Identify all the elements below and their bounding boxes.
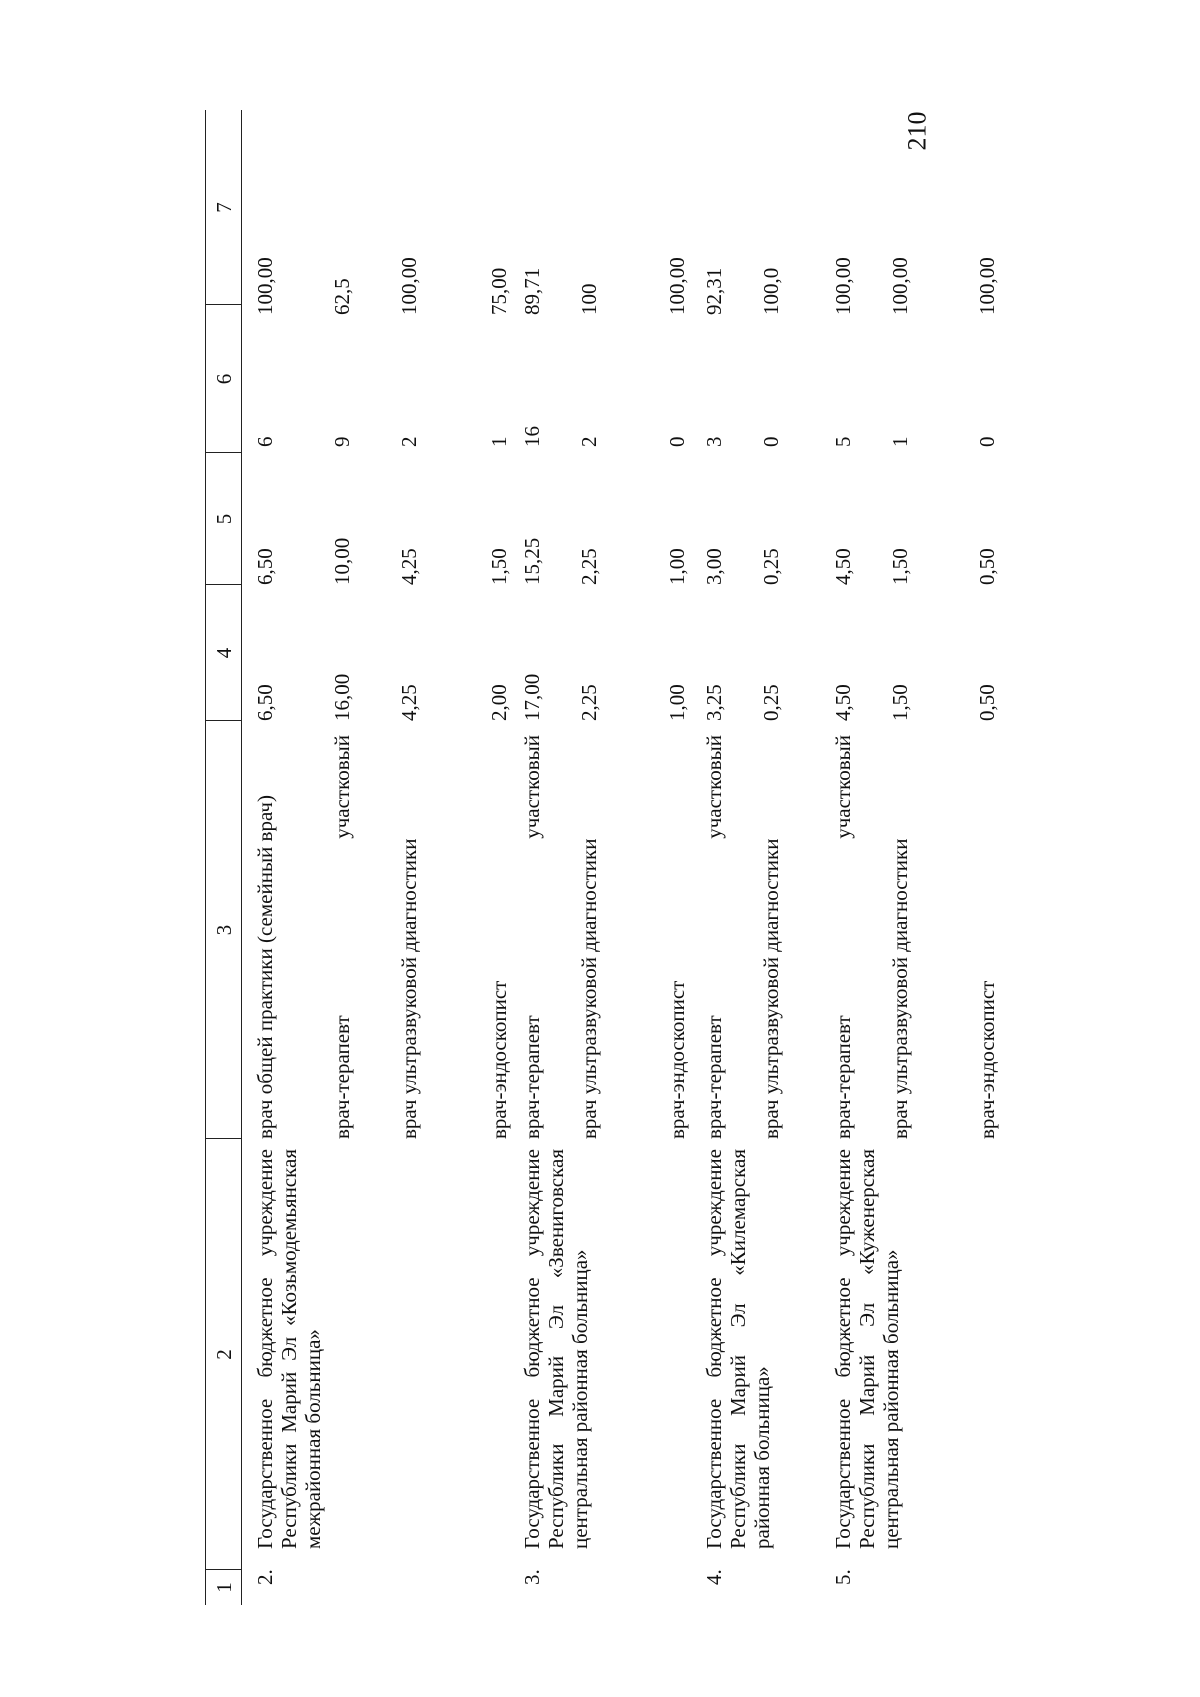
occupied-rates-value: 6,50 bbox=[253, 548, 277, 585]
row-number: 2. bbox=[253, 1569, 277, 1585]
position-name: врач-терапевт участковый bbox=[520, 735, 544, 1139]
staffing-percent-value: 92,31 bbox=[702, 267, 726, 315]
page-number: 210 bbox=[902, 111, 932, 151]
column-number-header: 4 bbox=[212, 647, 236, 659]
column-number-header: 2 bbox=[212, 1349, 236, 1360]
header-top-rule bbox=[205, 110, 206, 1605]
planned-rates-value: 3,25 bbox=[702, 684, 726, 721]
physical-persons-value: 6 bbox=[253, 436, 277, 447]
staffing-percent-value: 100,00 bbox=[665, 257, 689, 315]
physical-persons-value: 9 bbox=[330, 436, 354, 447]
occupied-rates-value: 1,50 bbox=[487, 548, 511, 585]
staffing-percent-value: 89,71 bbox=[520, 267, 544, 315]
occupied-rates-value: 1,50 bbox=[888, 548, 912, 585]
position-name: врач-терапевт участковый bbox=[831, 735, 855, 1139]
column-number-header: 3 bbox=[212, 924, 236, 936]
planned-rates-value: 1,00 bbox=[665, 684, 689, 721]
column-number-header: 1 bbox=[212, 1582, 236, 1593]
row-number: 3. bbox=[520, 1569, 544, 1585]
position-name: врач ультразвуковой диагностики bbox=[759, 838, 783, 1139]
physical-persons-value: 0 bbox=[975, 436, 999, 447]
staffing-percent-value: 100,00 bbox=[975, 257, 999, 315]
position-name: врач общей практики (семейный врач) bbox=[253, 795, 277, 1139]
rotated-table-sheet bbox=[205, 110, 999, 1605]
position-name: врач ультразвуковой диагностики bbox=[397, 838, 421, 1139]
column-number-header: 5 bbox=[212, 513, 236, 525]
position-name: врач-эндоскопист bbox=[665, 980, 689, 1139]
planned-rates-value: 4,50 bbox=[831, 684, 855, 721]
staffing-percent-value: 100,00 bbox=[831, 257, 855, 315]
planned-rates-value: 17,00 bbox=[520, 673, 544, 721]
planned-rates-value: 2,00 bbox=[487, 684, 511, 721]
staffing-percent-value: 100,00 bbox=[253, 257, 277, 315]
occupied-rates-value: 0,50 bbox=[975, 548, 999, 585]
occupied-rates-value: 4,50 bbox=[831, 548, 855, 585]
occupied-rates-value: 3,00 bbox=[702, 548, 726, 585]
organization-name: Государственное бюджетное учреждение Республики Марий Эл «Куженерская центральная районная больница» bbox=[831, 1149, 903, 1549]
position-name: врач-терапевт участковый bbox=[702, 735, 726, 1139]
position-name: врач-эндоскопист bbox=[487, 980, 511, 1139]
staffing-percent-value: 62,5 bbox=[330, 278, 354, 315]
occupied-rates-value: 2,25 bbox=[577, 548, 601, 585]
organization-name: Государственное бюджетное учреждение Республики Марий Эл «Килемарская районная больница» bbox=[702, 1149, 774, 1549]
planned-rates-value: 4,25 bbox=[397, 684, 421, 721]
organization-name: Государственное бюджетное учреждение Республики Марий Эл «Звениговская центральная районная больница» bbox=[520, 1149, 592, 1549]
planned-rates-value: 16,00 bbox=[330, 673, 354, 721]
column-number-header: 6 bbox=[212, 373, 236, 385]
row-number: 5. bbox=[831, 1569, 855, 1585]
planned-rates-value: 1,50 bbox=[888, 684, 912, 721]
planned-rates-value: 6,50 bbox=[253, 684, 277, 721]
staffing-percent-value: 100,00 bbox=[397, 257, 421, 315]
physical-persons-value: 16 bbox=[520, 426, 544, 447]
position-name: врач ультразвуковой диагностики bbox=[888, 838, 912, 1139]
staffing-percent-value: 100,0 bbox=[759, 267, 783, 315]
row-number: 4. bbox=[702, 1569, 726, 1585]
planned-rates-value: 0,25 bbox=[759, 684, 783, 721]
column-number-header: 7 bbox=[212, 202, 236, 213]
position-name: врач-терапевт участковый bbox=[330, 735, 354, 1139]
physical-persons-value: 2 bbox=[577, 436, 601, 447]
occupied-rates-value: 10,00 bbox=[330, 537, 354, 585]
staffing-percent-value: 100,00 bbox=[888, 257, 912, 315]
header-bottom-rule bbox=[241, 110, 242, 1605]
occupied-rates-value: 4,25 bbox=[397, 548, 421, 585]
physical-persons-value: 2 bbox=[397, 436, 421, 447]
planned-rates-value: 0,50 bbox=[975, 684, 999, 721]
physical-persons-value: 0 bbox=[665, 436, 689, 447]
physical-persons-value: 0 bbox=[759, 436, 783, 447]
physical-persons-value: 5 bbox=[831, 436, 855, 447]
physical-persons-value: 3 bbox=[702, 436, 726, 447]
physical-persons-value: 1 bbox=[888, 436, 912, 447]
position-name: врач-эндоскопист bbox=[975, 980, 999, 1139]
position-name: врач ультразвуковой диагностики bbox=[577, 838, 601, 1139]
planned-rates-value: 2,25 bbox=[577, 684, 601, 721]
staffing-table bbox=[205, 110, 999, 1605]
physical-persons-value: 1 bbox=[487, 436, 511, 447]
occupied-rates-value: 0,25 bbox=[759, 548, 783, 585]
staffing-percent-value: 100 bbox=[577, 283, 601, 315]
staffing-percent-value: 75,00 bbox=[487, 267, 511, 315]
occupied-rates-value: 1,00 bbox=[665, 548, 689, 585]
organization-name: Государственное бюджетное учреждение Республики Марий Эл «Козьмодемьянская межрайонная больница» bbox=[253, 1149, 325, 1549]
occupied-rates-value: 15,25 bbox=[520, 537, 544, 585]
